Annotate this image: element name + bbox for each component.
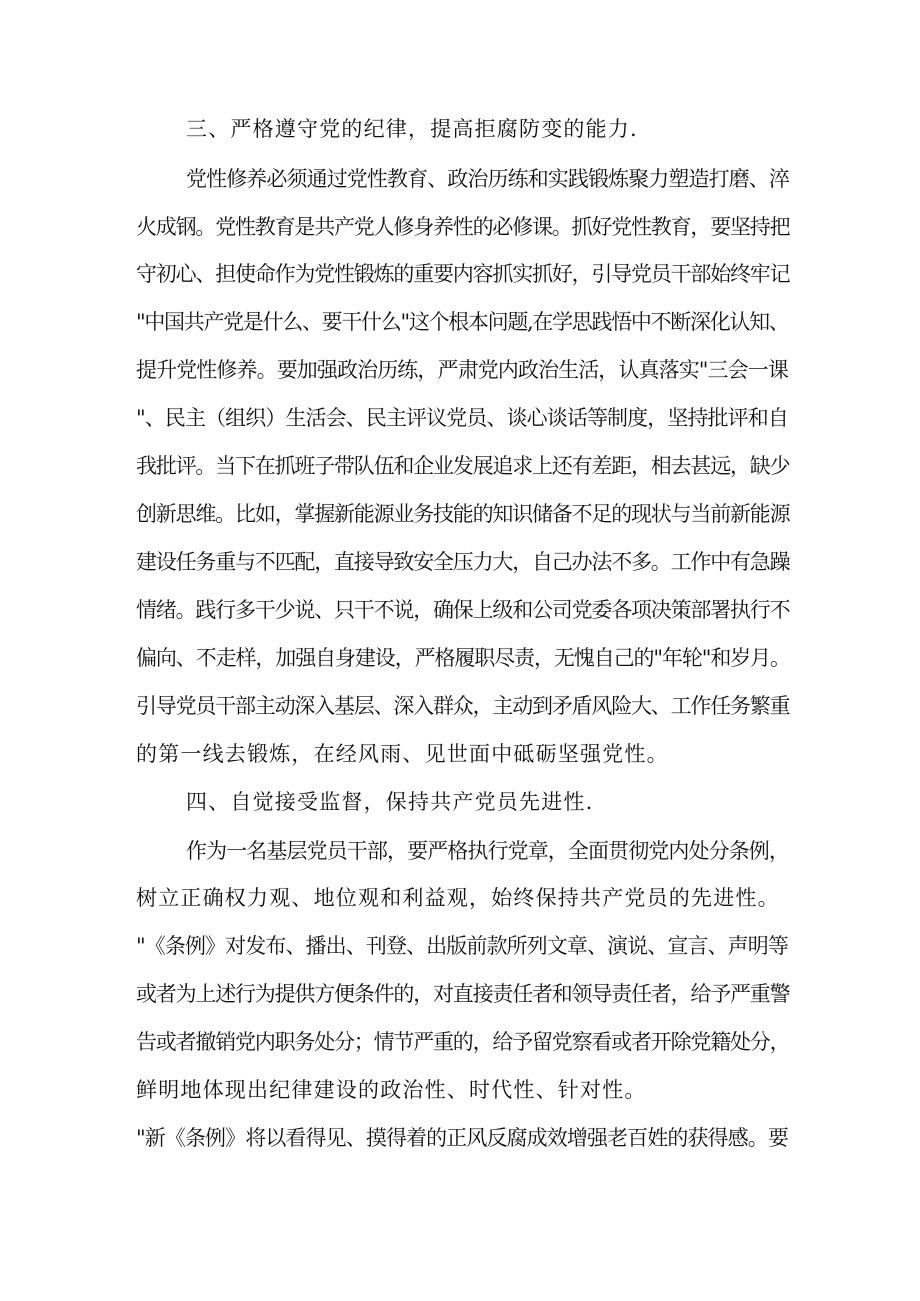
paragraph-line: "中国共产党是什么、要干什么"这个根本问题,在学思践悟中不断深化认知、	[136, 310, 789, 334]
paragraph-line: 党性修养必须通过党性教育、政治历练和实践锻炼聚力塑造打磨、淬	[186, 167, 789, 191]
paragraph-line: 创新思维。比如，掌握新能源业务技能的知识储备不足的现状与当前新能源	[136, 502, 790, 526]
paragraph-line: 树立正确权力观、地位观和利益观，始终保持共产党员的先进性。	[136, 886, 780, 910]
paragraph-line: 鲜明地体现出纪律建设的政治性、时代性、针对性。	[136, 1078, 647, 1102]
paragraph-line: 告或者撤销党内职务处分；情节严重的，给予留党察看或者开除党籍处分，	[136, 1030, 790, 1054]
heading-section-4: 四、自觉接受监督，保持共产党员先进性.	[186, 790, 594, 814]
paragraph-line: 守初心、担使命作为党性锻炼的重要内容抓实抓好，引导党员干部始终牢记	[136, 262, 790, 286]
paragraph-line: 或者为上述行为提供方便条件的，对直接责任者和领导责任者，给予严重警	[136, 982, 790, 1006]
paragraph-line: "新《条例》将以看得见、摸得着的正风反腐成效增强老百姓的获得感。要	[136, 1126, 788, 1150]
paragraph-line: 提升党性修养。要加强政治历练，严肃党内政治生活，认真落实"三会一课	[136, 358, 788, 382]
paragraph-line: 偏向、不走样，加强自身建设，严格履职尽责，无愧自己的"年轮"和岁月。	[136, 646, 790, 670]
paragraph-line: 建设任务重与不匹配，直接导致安全压力大，自己办法不多。工作中有急躁	[136, 550, 790, 574]
paragraph-line: 火成钢。党性教育是共产党人修身养性的必修课。抓好党性教育，要坚持把	[136, 215, 790, 239]
paragraph-line: 的第一线去锻炼，在经风雨、见世面中砥砺坚强党性。	[136, 742, 669, 766]
heading-section-3: 三、严格遵守党的纪律，提高拒腐防变的能力.	[186, 117, 638, 141]
paragraph-line: 引导党员干部主动深入基层、深入群众，主动到矛盾风险大、工作任务繁重	[136, 694, 790, 718]
paragraph-line: 作为一名基层党员干部，要严格执行党章，全面贯彻党内处分条例，	[186, 839, 789, 863]
paragraph-line: "《条例》对发布、播出、刊登、出版前款所列文章、演说、宣言、声明等	[136, 934, 788, 958]
paragraph-line: 我批评。当下在抓班子带队伍和企业发展追求上还有差距，相去甚远，缺少	[136, 454, 790, 478]
paragraph-line: "、民主（组织）生活会、民主评议党员、谈心谈话等制度，坚持批评和自	[136, 406, 788, 430]
paragraph-line: 情绪。践行多干少说、只干不说，确保上级和公司党委各项决策部署执行不	[136, 598, 790, 622]
